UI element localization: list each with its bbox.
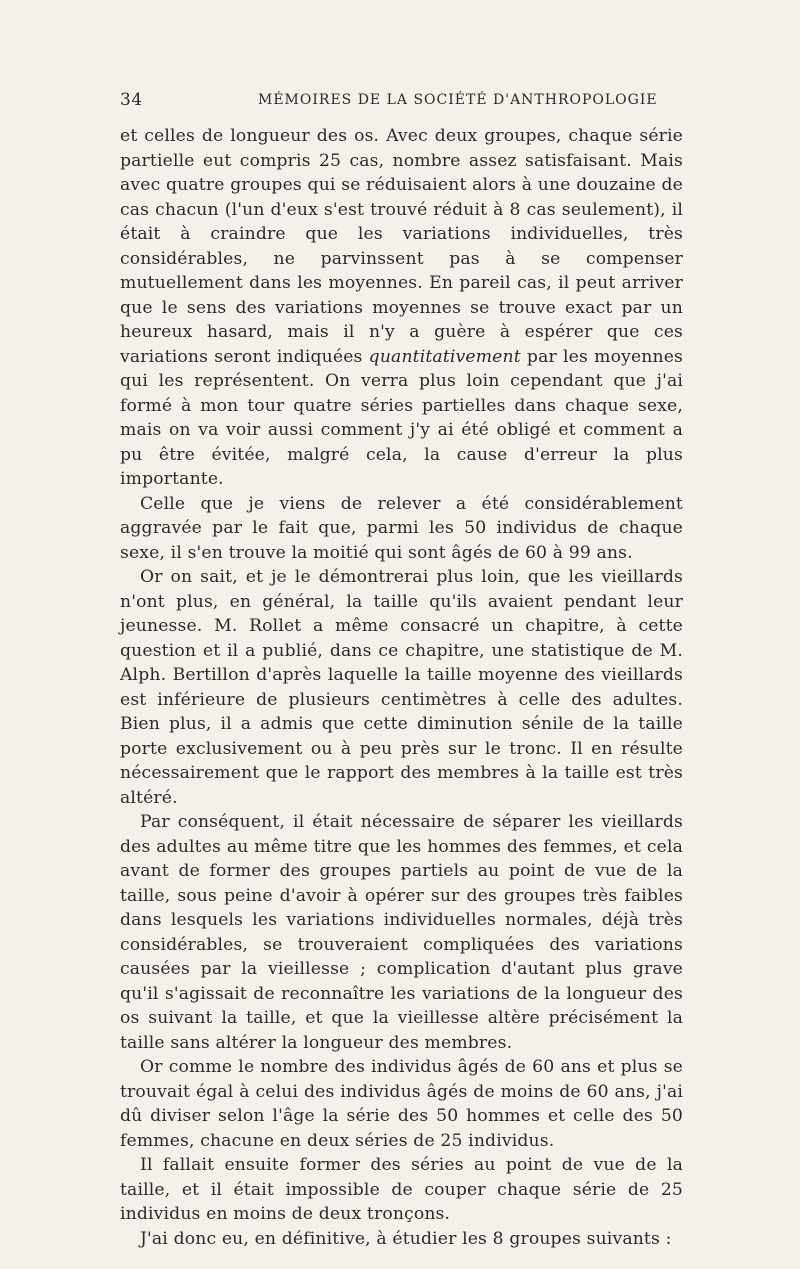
page-number: 34 [120,90,143,110]
paragraph [120,124,683,492]
running-title: MÉMOIRES DE LA SOCIÉTÉ D'ANTHROPOLOGIE [258,92,658,108]
paragraph-text: par les moyennes qui les représentent. On verra plus loin cependant que j'ai formé à mon tour quatre séries partielles dans chaque sexe, mais on va voir aussi comment j'y ai été obligé et comment a pu être évitée, malgré cela, la cause d'erreur la plus importante. [120,346,683,489]
emphasized-word: quantitativement [368,346,521,367]
page-header [120,90,683,114]
paragraph: J'ai donc eu, en définitive, à étudier les 8 groupes suivants : [140,1228,672,1249]
body-text [120,124,683,1251]
paragraph: Or comme le nombre des individus âgés de 60 ans et plus se trouvait égal à celui des individus âgés de moins de 60 ans, j'ai dû diviser selon l'âge la série des 50 hommes et celle des 50 femmes, chacune en deux séries de 25 individus. [120,1057,683,1151]
paragraph: Celle que je viens de relever a été considérablement aggravée par le fait que, parmi les 50 individus de chaque sexe, il s'en trouve la moitié qui sont âgés de 60 à 99 ans. [120,493,683,563]
paragraph: Or on sait, et je le démontrerai plus loin, que les vieillards n'ont plus, en général, la taille qu'ils avaient pendant leur jeunesse. M. Rollet a même consacré un chapitre, à cette question et il a publié, dans ce chapitre, une statistique de M. Alph. Bertillon d'après laquelle la taille moyenne des vieillards est inférieure de plusieurs centimètres à celle des adultes. Bien plus, il a admis que cette diminution sénile de la taille porte exclusivement ou à peu près sur le tronc. Il en résulte nécessairement que le rapport des membres à la taille est très altéré. [120,567,683,808]
paragraph-text: et celles de longueur des os. Avec deux groupes, chaque série partielle eut compris 25 cas, nombre assez satisfaisant. Mais avec quatre groupes qui se réduisaient alors à une douzaine de cas chacun (l'un d'eux s'est trouvé réduit à 8 cas seulement), il était à craindre que les variations individuelles, très considérables, ne parvinssent pas à se compenser mutuellement dans les moyennes. En pareil cas, il peut arriver que le sens des variations moyennes se trouve exact par un heureux hasard, mais il n'y a guère à espérer que ces variations seront indiquées [120,126,683,367]
paragraph: Par conséquent, il était nécessaire de séparer les vieillards des adultes au même titre que les hommes des femmes, et cela avant de former des groupes partiels au point de vue de la taille, sous peine d'avoir à opérer sur des groupes très faibles dans lesquels les variations individuelles normales, déjà très considérables, se trouveraient compliquées des variations causées par la vieillesse ; complication d'autant plus grave qu'il s'agissait de reconnaître les variations de la longueur des os suivant la taille, et que la vieillesse altère précisément la taille sans altérer la longueur des membres. [120,812,683,1053]
paragraph: Il fallait ensuite former des séries au point de vue de la taille, et il était impossible de couper chaque série de 25 individus en moins de deux tronçons. [120,1155,683,1224]
